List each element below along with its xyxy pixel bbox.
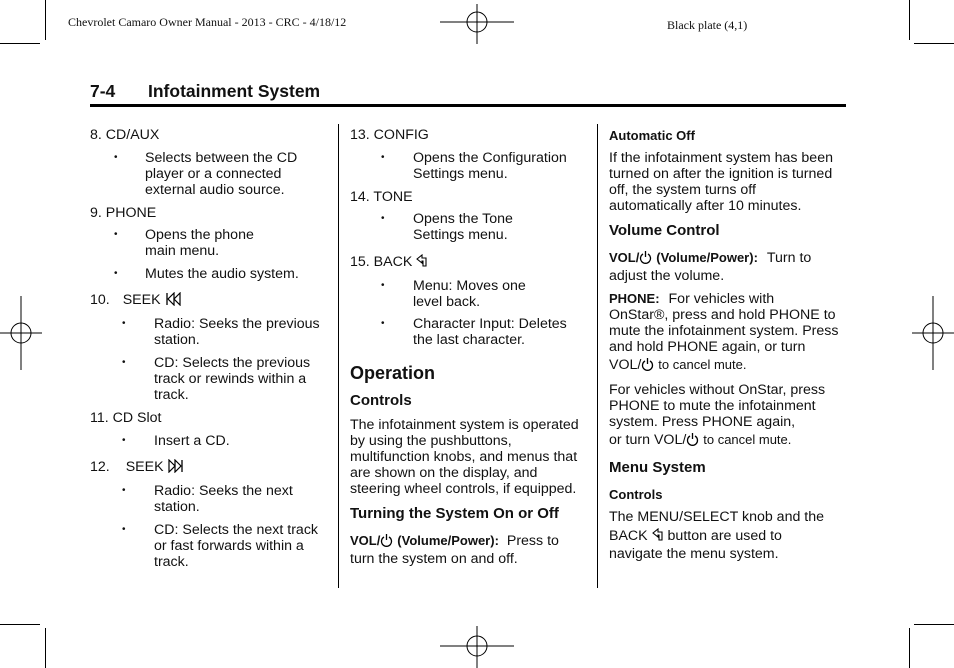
list-item: Mutes the audio system.: [145, 266, 299, 282]
section-number: 7-4: [90, 81, 116, 101]
paragraph-line: OnStar®, press and hold PHONE to: [609, 307, 836, 323]
heading-menu-system: Menu System: [609, 459, 706, 476]
manual-title: Chevrolet Camaro Owner Manual - 2013 - CRC - 4/18/12: [68, 15, 347, 29]
list-item: Selects between the CD: [145, 150, 298, 166]
paragraph-line: [350, 533, 559, 549]
paragraph-line: are shown on the display, and: [350, 465, 538, 481]
text: or turn VOL/: [609, 432, 687, 448]
paragraph-line: navigate the menu system.: [609, 546, 779, 562]
list-item: Character Input: Deletes: [413, 316, 567, 332]
text: to cancel mute.: [703, 432, 792, 447]
bullet: •: [381, 280, 385, 291]
paragraph-line: PHONE to mute the infotainment: [609, 398, 816, 414]
section-header: [90, 80, 846, 107]
heading-operation: Operation: [350, 363, 436, 383]
list-item: track or rewinds within a: [154, 371, 307, 387]
item-seek-forward: [90, 459, 184, 475]
item-tone: 14. TONE: [350, 189, 413, 205]
paragraph-line: automatically after 10 minutes.: [609, 198, 802, 214]
list-item: Menu: Moves one: [413, 278, 526, 294]
seek-previous-icon: [165, 292, 181, 306]
registration-mark-right: [912, 296, 954, 370]
term: (Volume/Power):: [656, 250, 758, 265]
item-cd-aux: 8. CD/AUX: [90, 127, 160, 143]
text: to cancel mute.: [658, 357, 747, 372]
paragraph-line: turn the system on and off.: [350, 551, 518, 567]
crop-mark: [909, 628, 910, 668]
plate-label: Black plate (4,1): [667, 18, 748, 32]
paragraph-line: adjust the volume.: [609, 268, 725, 284]
paragraph-line: by using the pushbuttons,: [350, 433, 512, 449]
back-arrow-icon: [652, 528, 664, 542]
heading-controls-small: Controls: [609, 487, 663, 502]
list-item: CD: Selects the previous: [154, 355, 311, 371]
bullet: •: [381, 152, 385, 163]
term: VOL/: [350, 533, 381, 548]
heading-automatic-off: Automatic Off: [609, 128, 695, 143]
bullet: •: [122, 318, 126, 329]
text: VOL/: [609, 357, 642, 373]
power-icon: [641, 357, 654, 371]
paragraph-line: multifunction knobs, and menus that: [350, 449, 578, 465]
text: Press to: [506, 533, 559, 549]
paragraph-line: turned on after the ignition is turned: [609, 166, 833, 182]
paragraph-line: The infotainment system is operated: [350, 417, 579, 433]
list-item: external audio source.: [145, 182, 285, 198]
paragraph-line: mute the infotainment system. Press: [609, 323, 839, 339]
list-item: the last character.: [413, 332, 525, 348]
bullet: •: [114, 152, 118, 163]
bullet: •: [114, 268, 118, 279]
item-number: 10.: [90, 292, 110, 308]
list-item: Settings menu.: [413, 227, 508, 243]
power-icon: [639, 250, 652, 264]
list-item: Insert a CD.: [154, 433, 230, 449]
crop-mark: [914, 43, 954, 44]
list-item: station.: [154, 499, 200, 515]
registration-mark-left: [0, 296, 42, 370]
crop-mark: [914, 624, 954, 625]
bullet: •: [114, 229, 118, 240]
bullet: •: [122, 435, 126, 446]
paragraph-line: [609, 357, 746, 373]
paragraph-line: If the infotainment system has been: [609, 150, 833, 166]
list-item: Settings menu.: [413, 166, 508, 182]
item-config: 13. CONFIG: [350, 127, 429, 143]
bullet: •: [122, 485, 126, 496]
list-item: Radio: Seeks the previous: [154, 316, 320, 332]
list-item: player or a connected: [145, 166, 282, 182]
paragraph-line: [609, 250, 811, 266]
bullet: •: [122, 357, 126, 368]
paragraph-line: For vehicles without OnStar, press: [609, 382, 826, 398]
item-cd-slot: 11. CD Slot: [90, 410, 162, 426]
crop-mark: [45, 628, 46, 668]
item-back: [350, 254, 428, 270]
power-icon: [380, 533, 393, 547]
list-item: Opens the Configuration: [413, 150, 567, 166]
term: (Volume/Power):: [397, 533, 499, 548]
list-item: track.: [154, 387, 189, 403]
paragraph-line: system. Press PHONE again,: [609, 414, 796, 430]
item-phone: 9. PHONE: [90, 205, 157, 221]
term: PHONE:: [609, 291, 660, 306]
item-label: SEEK: [125, 459, 164, 475]
paragraph-line: [609, 528, 782, 544]
text: BACK: [609, 528, 648, 544]
item-seek-back: [90, 292, 181, 308]
item-label: SEEK: [122, 292, 161, 308]
list-item: CD: Selects the next track: [154, 522, 319, 538]
section-title: Infotainment System: [148, 81, 321, 101]
list-item: track.: [154, 554, 189, 570]
text: button are used to: [667, 528, 782, 544]
crop-mark: [909, 0, 910, 40]
crop-mark: [0, 624, 40, 625]
column-divider: [338, 124, 339, 588]
seek-next-icon: [168, 459, 184, 473]
heading-controls: Controls: [350, 392, 412, 409]
text: Turn to: [766, 250, 812, 266]
list-item: Opens the Tone: [413, 211, 513, 227]
paragraph-line: [609, 432, 791, 448]
bullet: •: [122, 524, 126, 535]
power-icon: [686, 432, 699, 446]
list-item: Opens the phone: [145, 227, 254, 243]
item-number: 12.: [90, 459, 110, 475]
registration-mark-top: [440, 4, 514, 44]
list-item: main menu.: [145, 243, 220, 259]
heading-volume-control: Volume Control: [609, 222, 720, 239]
paragraph-line: and hold PHONE again, or turn: [609, 339, 806, 355]
list-item: level back.: [413, 294, 481, 310]
list-item: Radio: Seeks the next: [154, 483, 293, 499]
heading-turning-on-off: Turning the System On or Off: [350, 505, 559, 522]
paragraph-line: off, the system turns off: [609, 182, 756, 198]
bullet: •: [381, 213, 385, 224]
paragraph-line: steering wheel controls, if equipped.: [350, 481, 577, 497]
back-arrow-icon: [416, 254, 428, 268]
crop-mark: [45, 0, 46, 40]
paragraph-line: [609, 291, 774, 307]
registration-mark-bottom: [440, 626, 514, 668]
paragraph-line: The MENU/SELECT knob and the: [609, 509, 825, 525]
item-label: 15. BACK: [350, 254, 413, 270]
list-item: or fast forwards within a: [154, 538, 304, 554]
list-item: station.: [154, 332, 200, 348]
bullet: •: [381, 318, 385, 329]
crop-mark: [0, 43, 40, 44]
column-divider: [597, 124, 598, 588]
text: For vehicles with: [668, 291, 775, 307]
term: VOL/: [609, 250, 640, 265]
